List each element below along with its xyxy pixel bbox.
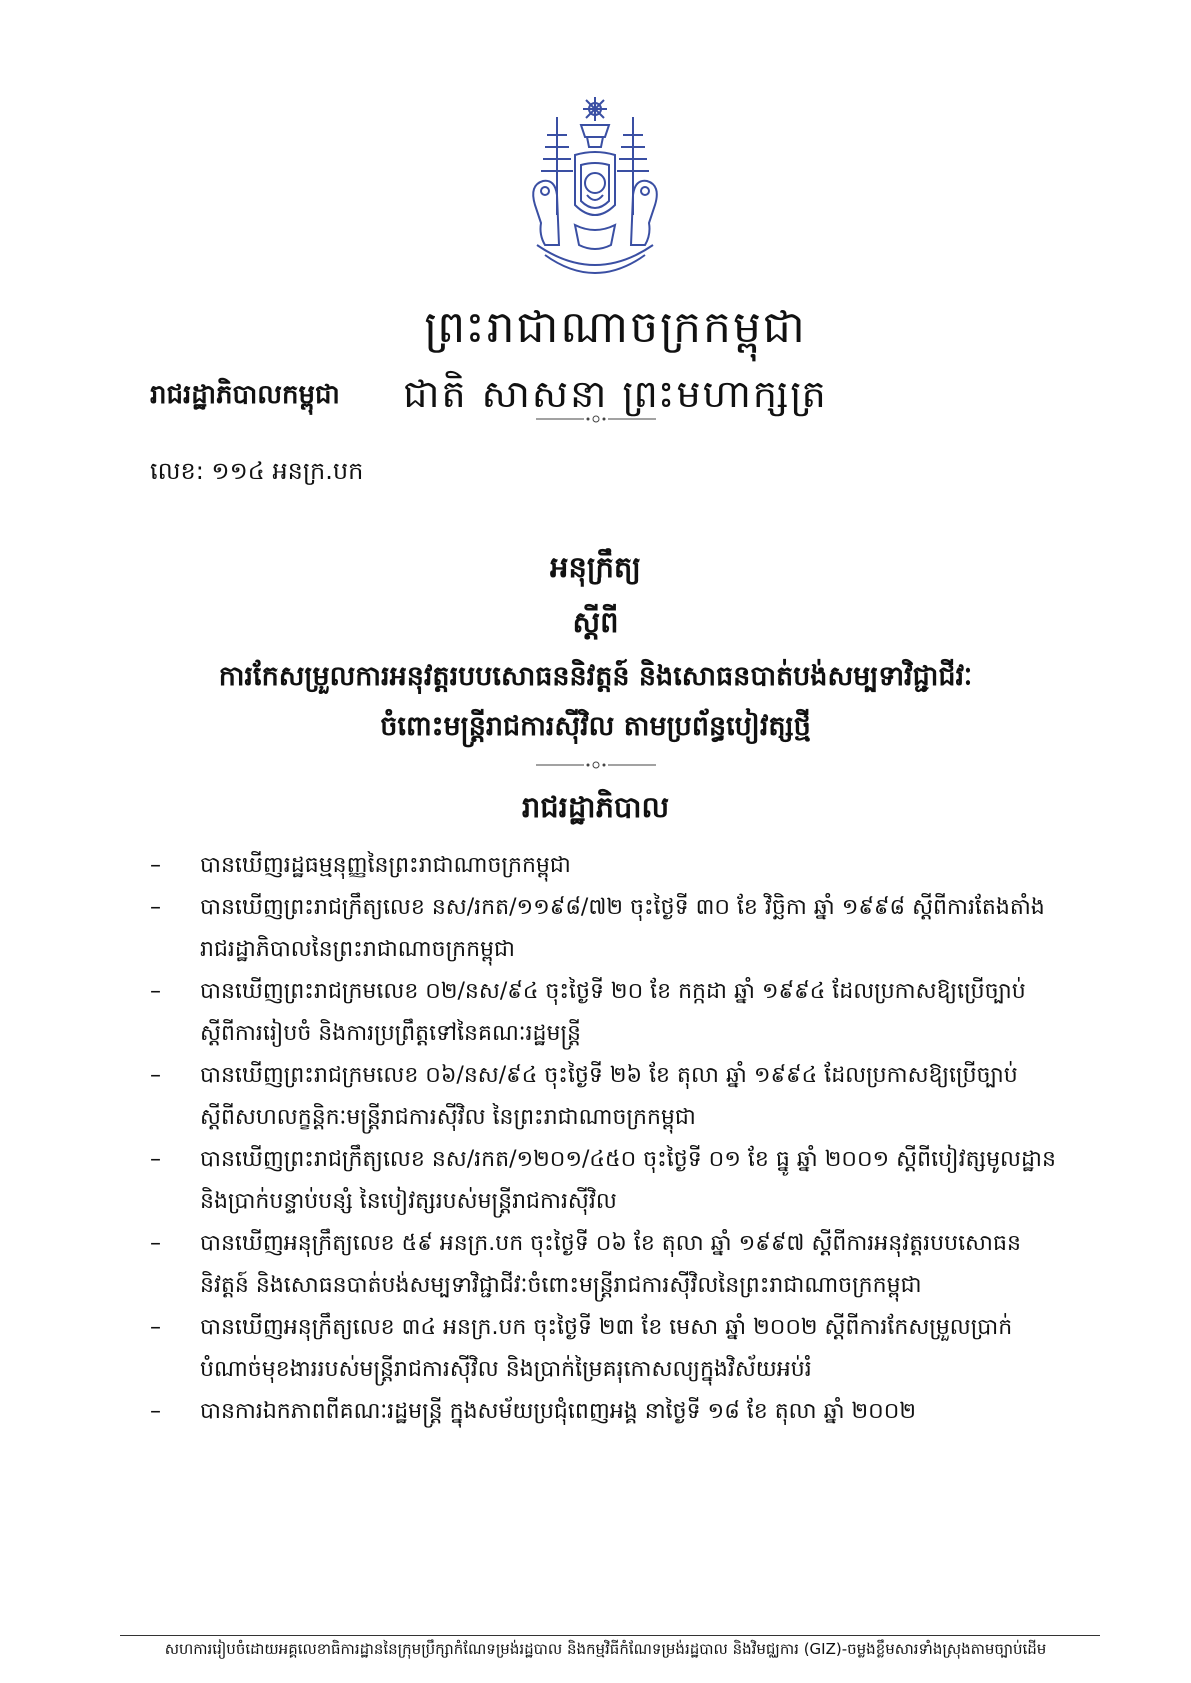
ornament-divider [536, 414, 656, 424]
ornament-divider [536, 760, 656, 770]
kingdom-title: ព្រះរាជាណាចក្រកម្ពុជា [424, 302, 807, 353]
list-item: – បានការឯកភាពពីគណៈរដ្ឋមន្ត្រី ក្នុងសម័យប្រជុំពេញអង្គ នាថ្ងៃទី ១៨ ខែ តុលា ឆ្នាំ ២០០២ [150, 1399, 916, 1424]
considerations-list [150, 845, 1060, 1433]
royal-emblem-icon [515, 95, 675, 295]
document-title-line2: ចំពោះមន្ត្រីរាជការស៊ីវិល តាមប្រព័ន្ធបៀវត្សថ្មី [380, 711, 811, 742]
document-title-line1: ការកែសម្រួលការអនុវត្តរបបសោធននិវត្តន៍ និងសោធនបាត់បង់សម្បទាវិជ្ជាជីវៈ [218, 661, 973, 692]
document-about: ស្តីពី [572, 605, 619, 639]
list-item: – បានឃើញព្រះរាជក្រឹត្យលេខ នស/រកត/១២០១/៤៥០ ចុះថ្ងៃទី ០១ ខែ ធ្នូ ឆ្នាំ ២០០១ ស្តីពីបៀវត្សមូលដ្ឋាន និងប្រាក់បន្ទាប់បន្សំ នៃបៀវត្សរបស់មន្ត្រីរាជការស៊ីវិល [150, 1147, 1056, 1214]
list-item: – បានឃើញអនុក្រឹត្យលេខ ៥៩ អនក្រ.បក ចុះថ្ងៃទី ០៦ ខែ តុលា ឆ្នាំ ១៩៩៧ ស្តីពីការអនុវត្តរបបសោធននិវត្តន៍ និងសោធនបាត់បង់សម្បទាវិជ្ជាជីវៈចំពោះមន្ត្រីរាជការស៊ីវិលនៃព្រះរាជាណាចក្រកម្ពុជា [150, 1231, 1021, 1298]
list-item: – បានឃើញអនុក្រឹត្យលេខ ៣៤ អនក្រ.បក ចុះថ្ងៃទី ២៣ ខែ មេសា ឆ្នាំ ២០០២ ស្តីពីការកែសម្រួលប្រាក់បំណាច់មុខងាររបស់មន្ត្រីរាជការស៊ីវិល និងប្រាក់ម្រៃគរុកោសល្យក្នុងវិស័យអប់រំ [150, 1315, 1013, 1382]
reference-number: លេខ: ១១៤ អនក្រ.បក [150, 457, 364, 485]
ministry-name: រាជរដ្ឋាភិបាលកម្ពុជា [150, 380, 340, 410]
list-item: – បានឃើញព្រះរាជក្រមលេខ ០៦/នស/៩៤ ចុះថ្ងៃទី ២៦ ខែ តុលា ឆ្នាំ ១៩៩៤ ដែលប្រកាសឱ្យប្រើច្បាប់ស្តីពីសហលក្ខន្តិកៈមន្ត្រីរាជការស៊ីវិល នៃព្រះរាជាណាចក្រកម្ពុជា [150, 1063, 1018, 1130]
list-item: – បានឃើញព្រះរាជក្រមលេខ ០២/នស/៩៤ ចុះថ្ងៃទី ២០ ខែ កក្កដា ឆ្នាំ ១៩៩៤ ដែលប្រកាសឱ្យប្រើច្បាប់ស្តីពីការរៀបចំ និងការប្រព្រឹត្តទៅនៃគណៈរដ្ឋមន្ត្រី [150, 979, 1026, 1046]
list-item: – បានឃើញរដ្ឋធម្មនុញ្ញនៃព្រះរាជាណាចក្រកម្ពុជា [150, 853, 571, 878]
footer-note: សហការរៀបចំដោយអគ្គលេខាធិការដ្ឋាននៃក្រុមប្រឹក្សាកំណែទម្រង់រដ្ឋបាល និងកម្មវិធីកំណែទម្រង់រដ្ឋបាល និងវិមជ្ឈការ (GIZ)-ចម្លងខ្លឹមសារទាំងស្រុងតាមច្បាប់ដើម [164, 1640, 1047, 1658]
list-item: – បានឃើញព្រះរាជក្រឹត្យលេខ នស/រកត/១១៩៨/៧២ ចុះថ្ងៃទី ៣០ ខែ វិច្ឆិកា ឆ្នាំ ១៩៩៨ ស្តីពីការតែងតាំងរាជរដ្ឋាភិបាលនៃព្រះរាជាណាចក្រកម្ពុជា [150, 895, 1045, 962]
footer-divider [120, 1635, 1100, 1636]
national-motto: ជាតិ សាសនា ព្រះមហាក្សត្រ [403, 372, 828, 416]
issuer-heading: រាជរដ្ឋាភិបាល [521, 790, 670, 824]
document-type: អនុក្រឹត្យ [550, 550, 641, 584]
